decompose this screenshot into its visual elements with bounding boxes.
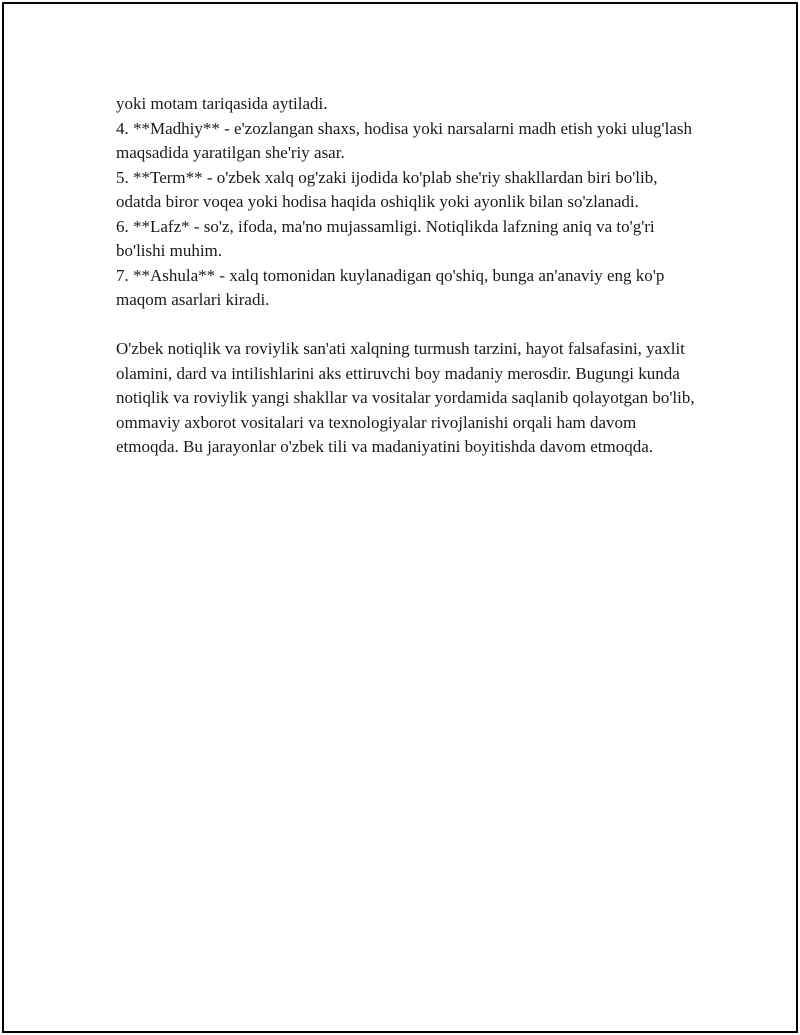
list-item-term: 5. **Term** - o'zbek xalq og'zaki ijodida ko'plab she'riy shakllardan biri bo'lib, odatda biror voqea yoki hodisa haqida oshiqlik yoki ayonlik bilan so'zlanadi. <box>116 167 658 211</box>
paragraph-spacer <box>116 313 696 338</box>
continuation-line: yoki motam tariqasida aytiladi. <box>116 94 328 113</box>
list-item-madhiy: 4. **Madhiy** - e'zozlangan shaxs, hodisa yoki narsalarni madh etish yoki ulug'lash maqsadida yaratilgan she'riy asar. <box>116 118 692 162</box>
document-body <box>116 92 696 460</box>
closing-paragraph: O'zbek notiqlik va roviylik san'ati xalqning turmush tarzini, hayot falsafasini, yaxlit olamini, dard va intilishlarini aks ettiruvchi boy madaniy merosdir. Bugungi kunda notiqlik va roviylik yangi shakllar va vositalar yordamida saqlanib qolayotgan bo'lib, ommaviy axborot vositalari va texnologiyalar rivojlanishi orqali ham davom etmoqda. Bu jarayonlar o'zbek tili va madaniyatini boyitishda davom etmoqda. <box>116 339 695 456</box>
list-item-ashula: 7. **Ashula** - xalq tomonidan kuylanadigan qo'shiq, bunga an'anaviy eng ko'p maqom asarlari kiradi. <box>116 265 665 309</box>
list-item-lafz: 6. **Lafz* - so'z, ifoda, ma'no mujassamligi. Notiqlikda lafzning aniq va to'g'ri bo'lishi muhim. <box>116 216 655 260</box>
